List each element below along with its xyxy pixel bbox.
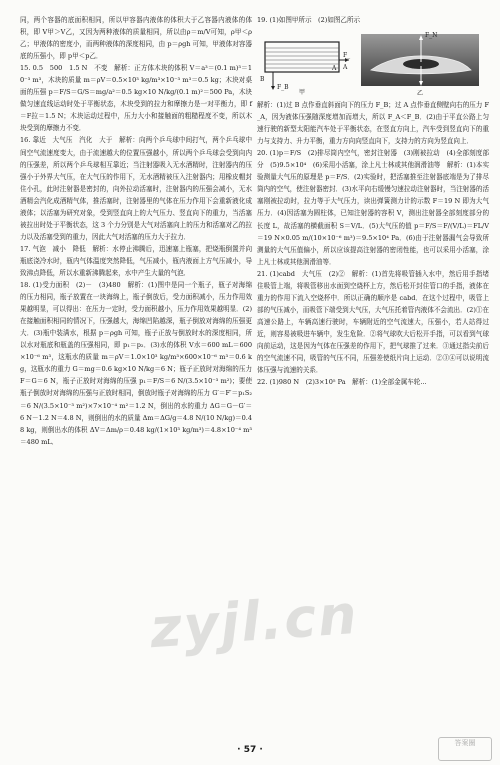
paragraph: 16. 靠近 大气压 汽化 大于 解析：向两个乒乓球中间打气，两个乒乓球中间空气流速度变大，由于流速越大的位置压强越小，所以两个乒乓球会受到向内的压强差，所以两个乒乓球相互靠近；当注射器吸入无水酒精时，注射器内的压强小于外界大气压，在大气压的作用下，无水酒精被压入注射器内；用橡皮帽封住小孔，此时注射器是密封的，向外拉动活塞时，注射器内的压强会减小，无水酒精会汽化成酒精气体，推活塞时，注射器里的气体在压力作用下会重新液化成液体；以活塞为研究对象，受到竖直向上的大气压力、竖直向下的重力，当活塞被拉出时处于平衡状态，这 3 个力分别是大气对活塞向上的压力和活塞对乙的拉力以及活塞受到的重力，因此大气对活塞的压力大于拉力． [20,136,252,241]
paragraph: 同，两个容器的底面积相同，所以甲容器内液体的体积大于乙容器内液体的体积，即 V甲＞V乙，又因为两种液体的质量相同，所以由ρ＝m/V可知，ρ甲＜ρ乙；甲液体的密度小，而两种液体的深度相同，由 p＝ρgh 可知，甲液体对容器底的压强小，即 p甲＜p乙． [20,16,252,61]
car-photo-svg [361,30,479,88]
force-label-fa: F_A [343,52,351,72]
paragraph: 17. 气泡 减小 降低 解析：水停止沸腾后，迅速塞上瓶塞，把烧瓶倒置并向瓶底浇冷水时，瓶内气体温度突然降低，气压减小，瓶内液面上方气压减小，导致沸点降低，所以水重新沸腾起来，水中产生大量的气泡． [20,244,252,277]
left-column [20,14,252,448]
paragraph: 15. 0.5 500 1.5 N 不变 解析：正方体木块的体积 V＝a³＝(0.1 m)³＝10⁻³ m³，木块的质量 m＝ρV＝0.5×10³ kg/m³×10⁻³ m³＝0.5 kg；木块对桌面的压强 p＝F/S＝G/S＝mg/a²＝0.5 kg×10 N/kg/(0.1 m)²＝500 Pa，木块做匀速直线运动时处于平衡状态，木块受到的拉力和摩擦力是一对平衡力，即 f＝F拉＝1.5 N；木块运动过程中，压力大小和接触面的粗糙程度不变，所以木块受到的摩擦力不变． [20,64,252,133]
container-diagram [257,30,353,96]
force-label-fb: F_B [277,84,289,92]
watermark: zyjl.cn [148,582,361,661]
paragraph: 22. (1)980 N (2)3×10⁵ Pa 解析：(1)全部金属车轮... [257,378,427,387]
paragraph: 21. (1)cabd 大气压 (2)② 解析：(1)首先将吸管插入水中，然后用手指堵住吸管上端，将吸管移出水面到空烧杯上方，然后松开封住管口的手指，液体在重力的作用下流入空烧杯中．所以正确的顺序是 cabd．在这个过程中，吸管上部的气压减小，而吸管下端受到大气压，大气压托着管内液体不会流出．(2)①在高速公路上，车辆高速行驶时，车辆附近的空气流速大，压强小，若人站得过近，则容易被吸进车辆中，发生危险．②将气球吹大后松开手指，可以看到气球向前运动，这是因为气体在压强差的作用下，把气球推了过来．③通过指尖前后的空气流速不同，吸管的气压不同，压强差使纸片向上运动．②③④可以说明流体压强与流速的关系． [257,269,489,375]
right-column [257,14,489,388]
point-label-b: B [260,76,265,84]
point-label-a: A [332,65,337,73]
paragraph: 19. (1)如图甲所示 (2)如图乙所示 [257,16,361,24]
watermark-logo: 答案圈 [438,737,492,761]
paragraph: 18. (1)受力面积 (2)－ (3)480 解析：(1)图中是同一个瓶子，瓶子对海绵的压力相同，瓶子放置在一块海绵上，瓶子倒放后，受力面积减小，压力作用效果越明显，可以得出：在压力一定时，受力面积越小，压力作用效果越明显．(2)在接触面积相同的情况下，压强越大，海绵凹陷越深，瓶子倒放对海绵的压强更大．(3)瓶中装满水，根据 p＝ρgh 可知，瓶子正放与倒放时水的深度相同，所以水对瓶底和瓶盖的压强相同，即 p₁＝p₂．(3)水的体积 V水＝600 mL＝600×10⁻⁶ m³，这瓶水的质量 m＝ρV＝1.0×10³ kg/m³×600×10⁻⁶ m³＝0.6 kg，这瓶水的重力 G＝mg＝0.6 kg×10 N/kg＝6 N；瓶子正放时对海绵的压力 F＝G＝6 N，瓶子正放时对海绵的压强 p₁＝F/S＝6 N/(3.5×10⁻³ m²)；要使瓶子倒放时对海绵的压强与正放时相同，倒放时瓶子对海绵的压力 G′＝F′＝p₁S₂＝6 N/(3.5×10⁻³ m²)×7×10⁻⁴ m²＝1.2 N，倒出的水的重力 ΔG＝G－G′＝6 N－1.2 N＝4.8 N，则倒出的水的质量 Δm＝ΔG/g＝4.8 N/(10 N/kg)＝0.48 kg，则倒出水的体积 ΔV＝Δm/ρ＝0.48 kg/(1×10³ kg/m³)＝4.8×10⁻⁴ m³＝480 mL． [20,281,252,446]
figure-caption-right: 乙 [417,90,424,98]
figure-caption-left: 甲 [299,89,306,97]
force-label-fn: F_N [425,32,438,40]
figure-row [257,30,489,96]
car-photo-diagram [361,30,479,96]
paragraph: 解析：(1)过 B 点作垂直斜面向下的压力 F_B；过 A 点作垂直侧壁向右的压力 F_A，因为液体压强随深度增加而增大，所以 F_A＜F_B．(2)由于平直公路上匀速行驶的新型太阳能汽车处于平衡状态，在竖直方向上，汽车受到竖直向下的重力与支持力、升力平衡，重力方向向竖直向下，支持力的方向为竖直向上． [257,101,489,146]
page-number: · 57 · [237,745,263,755]
paragraph: 20. (1)p＝F/S (2)排尽筒内空气，密封注射器 (3)刚被拉动 (4)全部刻度部分 (5)9.5×10⁴ (6)采用小活塞，涂上凡士林或其他润滑油等 解析：(1)本实验测量大气压的原理是 p＝F/S．(2)实验时，把活塞推至注射器底端是为了排尽筒内的空气，使注射器密封．(3)水平向右缓慢匀速拉动注射器时，当注射器的活塞刚被拉动时，拉力等于大气压力，读出弹簧测力计的示数 F＝19 N 即为大气压力．(4)因活塞为圆柱体，已知注射器的容积 V，测出注射器全部刻度部分的长度 L，故活塞的横截面积 S＝V/L．(5)大气压的值 p＝F/S＝F/(V/L)＝FL/V＝19 N×0.05 m/(10×10⁻⁶ m³)＝9.5×10⁴ Pa．(6)由于注射器漏气会导致所测量的大气压值偏小，所以应该提高注射器的密闭性能，也可以采用小活塞，涂上凡士林或其他润滑油等． [257,149,489,266]
